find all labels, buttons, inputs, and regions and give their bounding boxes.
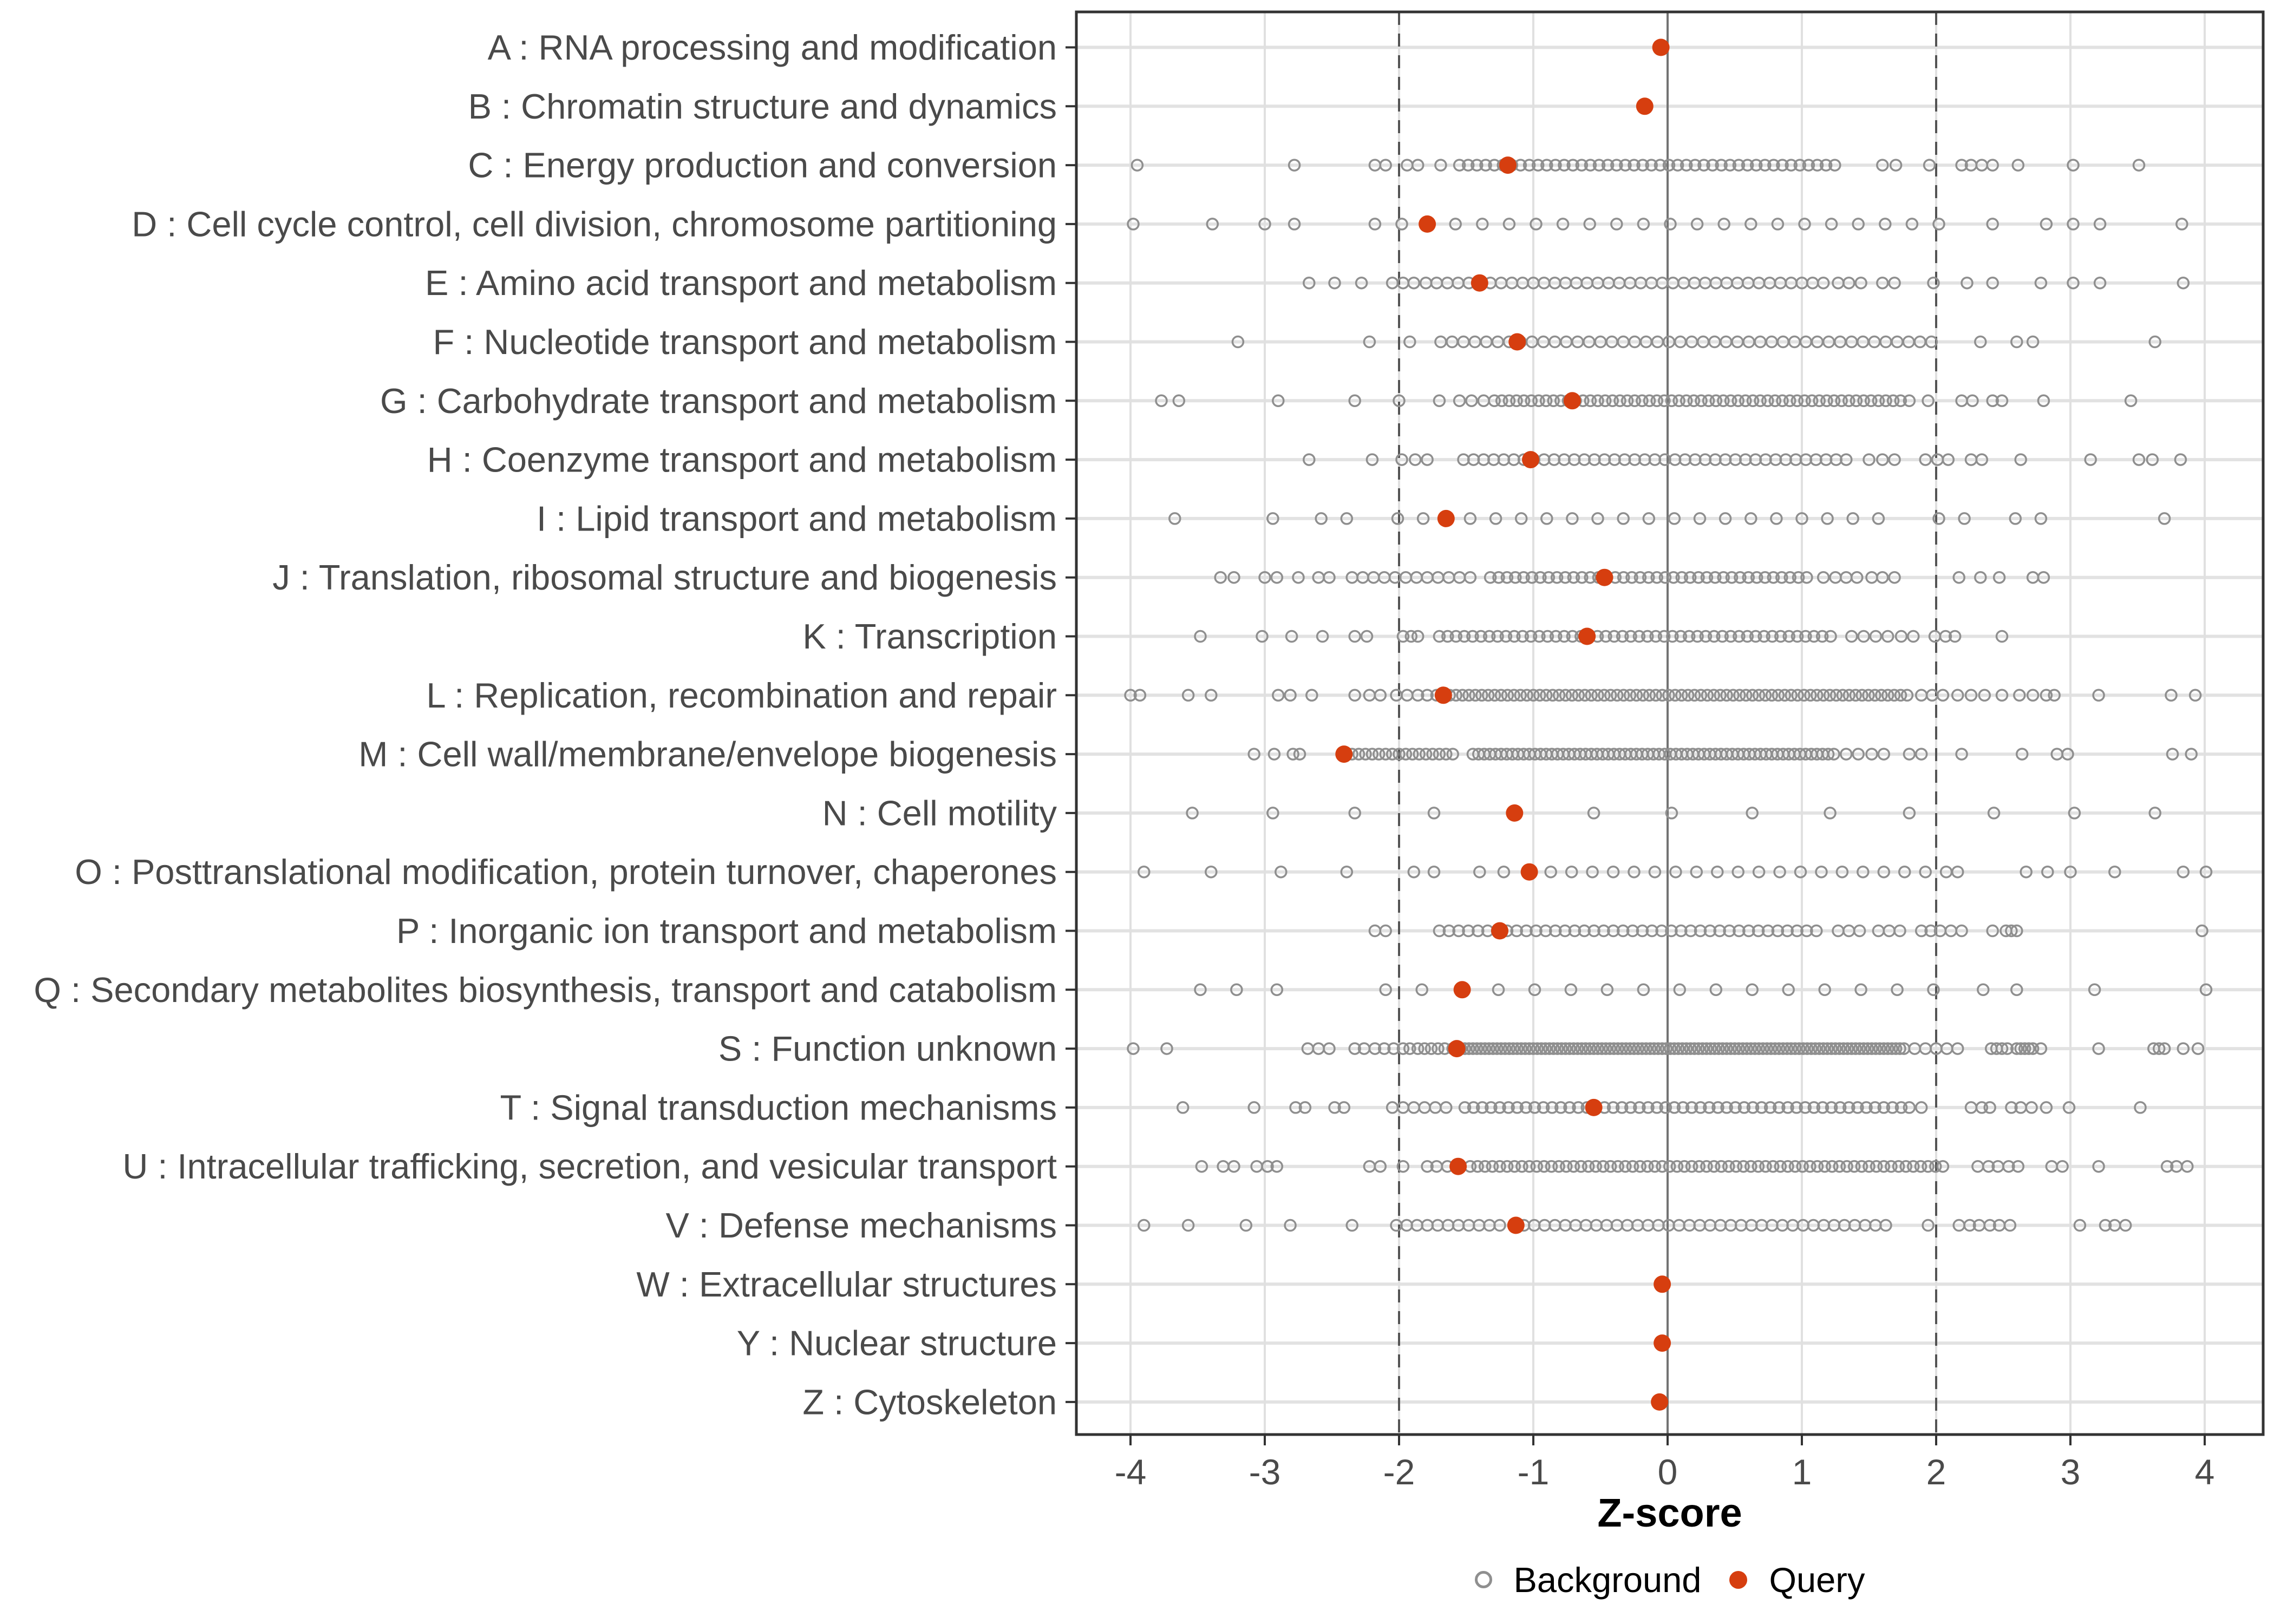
category-label-Q: Q : Secondary metabolites biosynthesis, transport and catabolism: [34, 970, 1057, 1010]
query-point-I: [1437, 510, 1455, 527]
legend-item-background: [1475, 1560, 1702, 1600]
category-label-E: E : Amino acid transport and metabolism: [425, 263, 1057, 303]
category-label-G: G : Carbohydrate transport and metabolism: [380, 381, 1057, 421]
query-point-C: [1499, 156, 1517, 174]
x-axis-title: Z-score: [1597, 1490, 1742, 1535]
query-point-E: [1471, 274, 1488, 292]
category-labels: [34, 28, 1057, 1422]
category-label-V: V : Defense mechanisms: [665, 1206, 1057, 1245]
query-point-U: [1449, 1158, 1467, 1175]
filled-circle-icon: [1729, 1571, 1747, 1589]
open-circle-icon: [1475, 1571, 1492, 1588]
x-tick-label--4: -4: [1114, 1452, 1147, 1492]
x-tick-label-3: 3: [2060, 1452, 2081, 1492]
query-point-G: [1564, 392, 1581, 409]
category-label-I: I : Lipid transport and metabolism: [536, 499, 1057, 539]
x-tick-label-2: 2: [1926, 1452, 1946, 1492]
query-point-B: [1636, 97, 1654, 115]
axis-ticks: [1066, 48, 2205, 1446]
query-point-H: [1522, 451, 1539, 468]
category-label-H: H : Coenzyme transport and metabolism: [427, 440, 1057, 480]
category-label-J: J : Translation, ribosomal structure and biogenesis: [272, 558, 1057, 598]
query-points: [1335, 39, 1671, 1411]
category-label-L: L : Replication, recombination and repair: [426, 675, 1057, 715]
query-point-Z: [1651, 1393, 1668, 1411]
query-point-T: [1585, 1099, 1603, 1116]
category-label-O: O : Posttranslational modification, protein turnover, chaperones: [75, 852, 1057, 892]
category-label-D: D : Cell cycle control, cell division, chromosome partitioning: [132, 204, 1057, 244]
x-tick-label--3: -3: [1249, 1452, 1281, 1492]
query-point-P: [1491, 922, 1508, 940]
category-label-C: C : Energy production and conversion: [468, 145, 1057, 185]
category-label-F: F : Nucleotide transport and metabolism: [433, 322, 1057, 362]
legend-label-background: Background: [1513, 1560, 1702, 1600]
x-tick-label-4: 4: [2194, 1452, 2215, 1492]
category-label-K: K : Transcription: [802, 617, 1057, 656]
category-label-W: W : Extracellular structures: [636, 1264, 1057, 1304]
legend: [1076, 1553, 2263, 1607]
query-point-A: [1652, 39, 1670, 56]
query-point-O: [1521, 863, 1538, 881]
category-label-Y: Y : Nuclear structure: [736, 1323, 1057, 1363]
x-tick-label--1: -1: [1517, 1452, 1550, 1492]
query-point-K: [1578, 628, 1596, 645]
category-label-A: A : RNA processing and modification: [487, 28, 1057, 67]
category-label-B: B : Chromatin structure and dynamics: [468, 86, 1057, 126]
gridlines-horizontal: [1076, 48, 2263, 1402]
query-point-L: [1435, 686, 1452, 704]
category-label-N: N : Cell motility: [822, 793, 1057, 833]
x-tick-label-0: 0: [1657, 1452, 1678, 1492]
legend-label-query: Query: [1769, 1560, 1865, 1600]
category-label-M: M : Cell wall/membrane/envelope biogenesis: [358, 734, 1057, 774]
category-label-T: T : Signal transduction mechanisms: [500, 1088, 1057, 1128]
query-point-F: [1508, 333, 1526, 351]
query-point-Y: [1654, 1334, 1671, 1352]
category-label-S: S : Function unknown: [718, 1029, 1057, 1069]
category-label-P: P : Inorganic ion transport and metabolism: [396, 911, 1057, 951]
query-point-J: [1596, 569, 1613, 586]
query-point-D: [1419, 215, 1436, 233]
query-point-M: [1335, 745, 1352, 763]
query-point-V: [1507, 1217, 1525, 1234]
x-tick-label--2: -2: [1383, 1452, 1415, 1492]
legend-item-query: [1729, 1560, 1865, 1600]
category-label-Z: Z : Cytoskeleton: [802, 1382, 1057, 1422]
x-tick-label-1: 1: [1792, 1452, 1812, 1492]
query-point-Q: [1454, 981, 1471, 998]
x-tick-labels: [1115, 1452, 2215, 1492]
category-label-U: U : Intracellular trafficking, secretion, and vesicular transport: [122, 1147, 1057, 1187]
query-point-S: [1448, 1040, 1466, 1057]
query-point-W: [1654, 1275, 1671, 1293]
query-point-N: [1506, 804, 1523, 822]
